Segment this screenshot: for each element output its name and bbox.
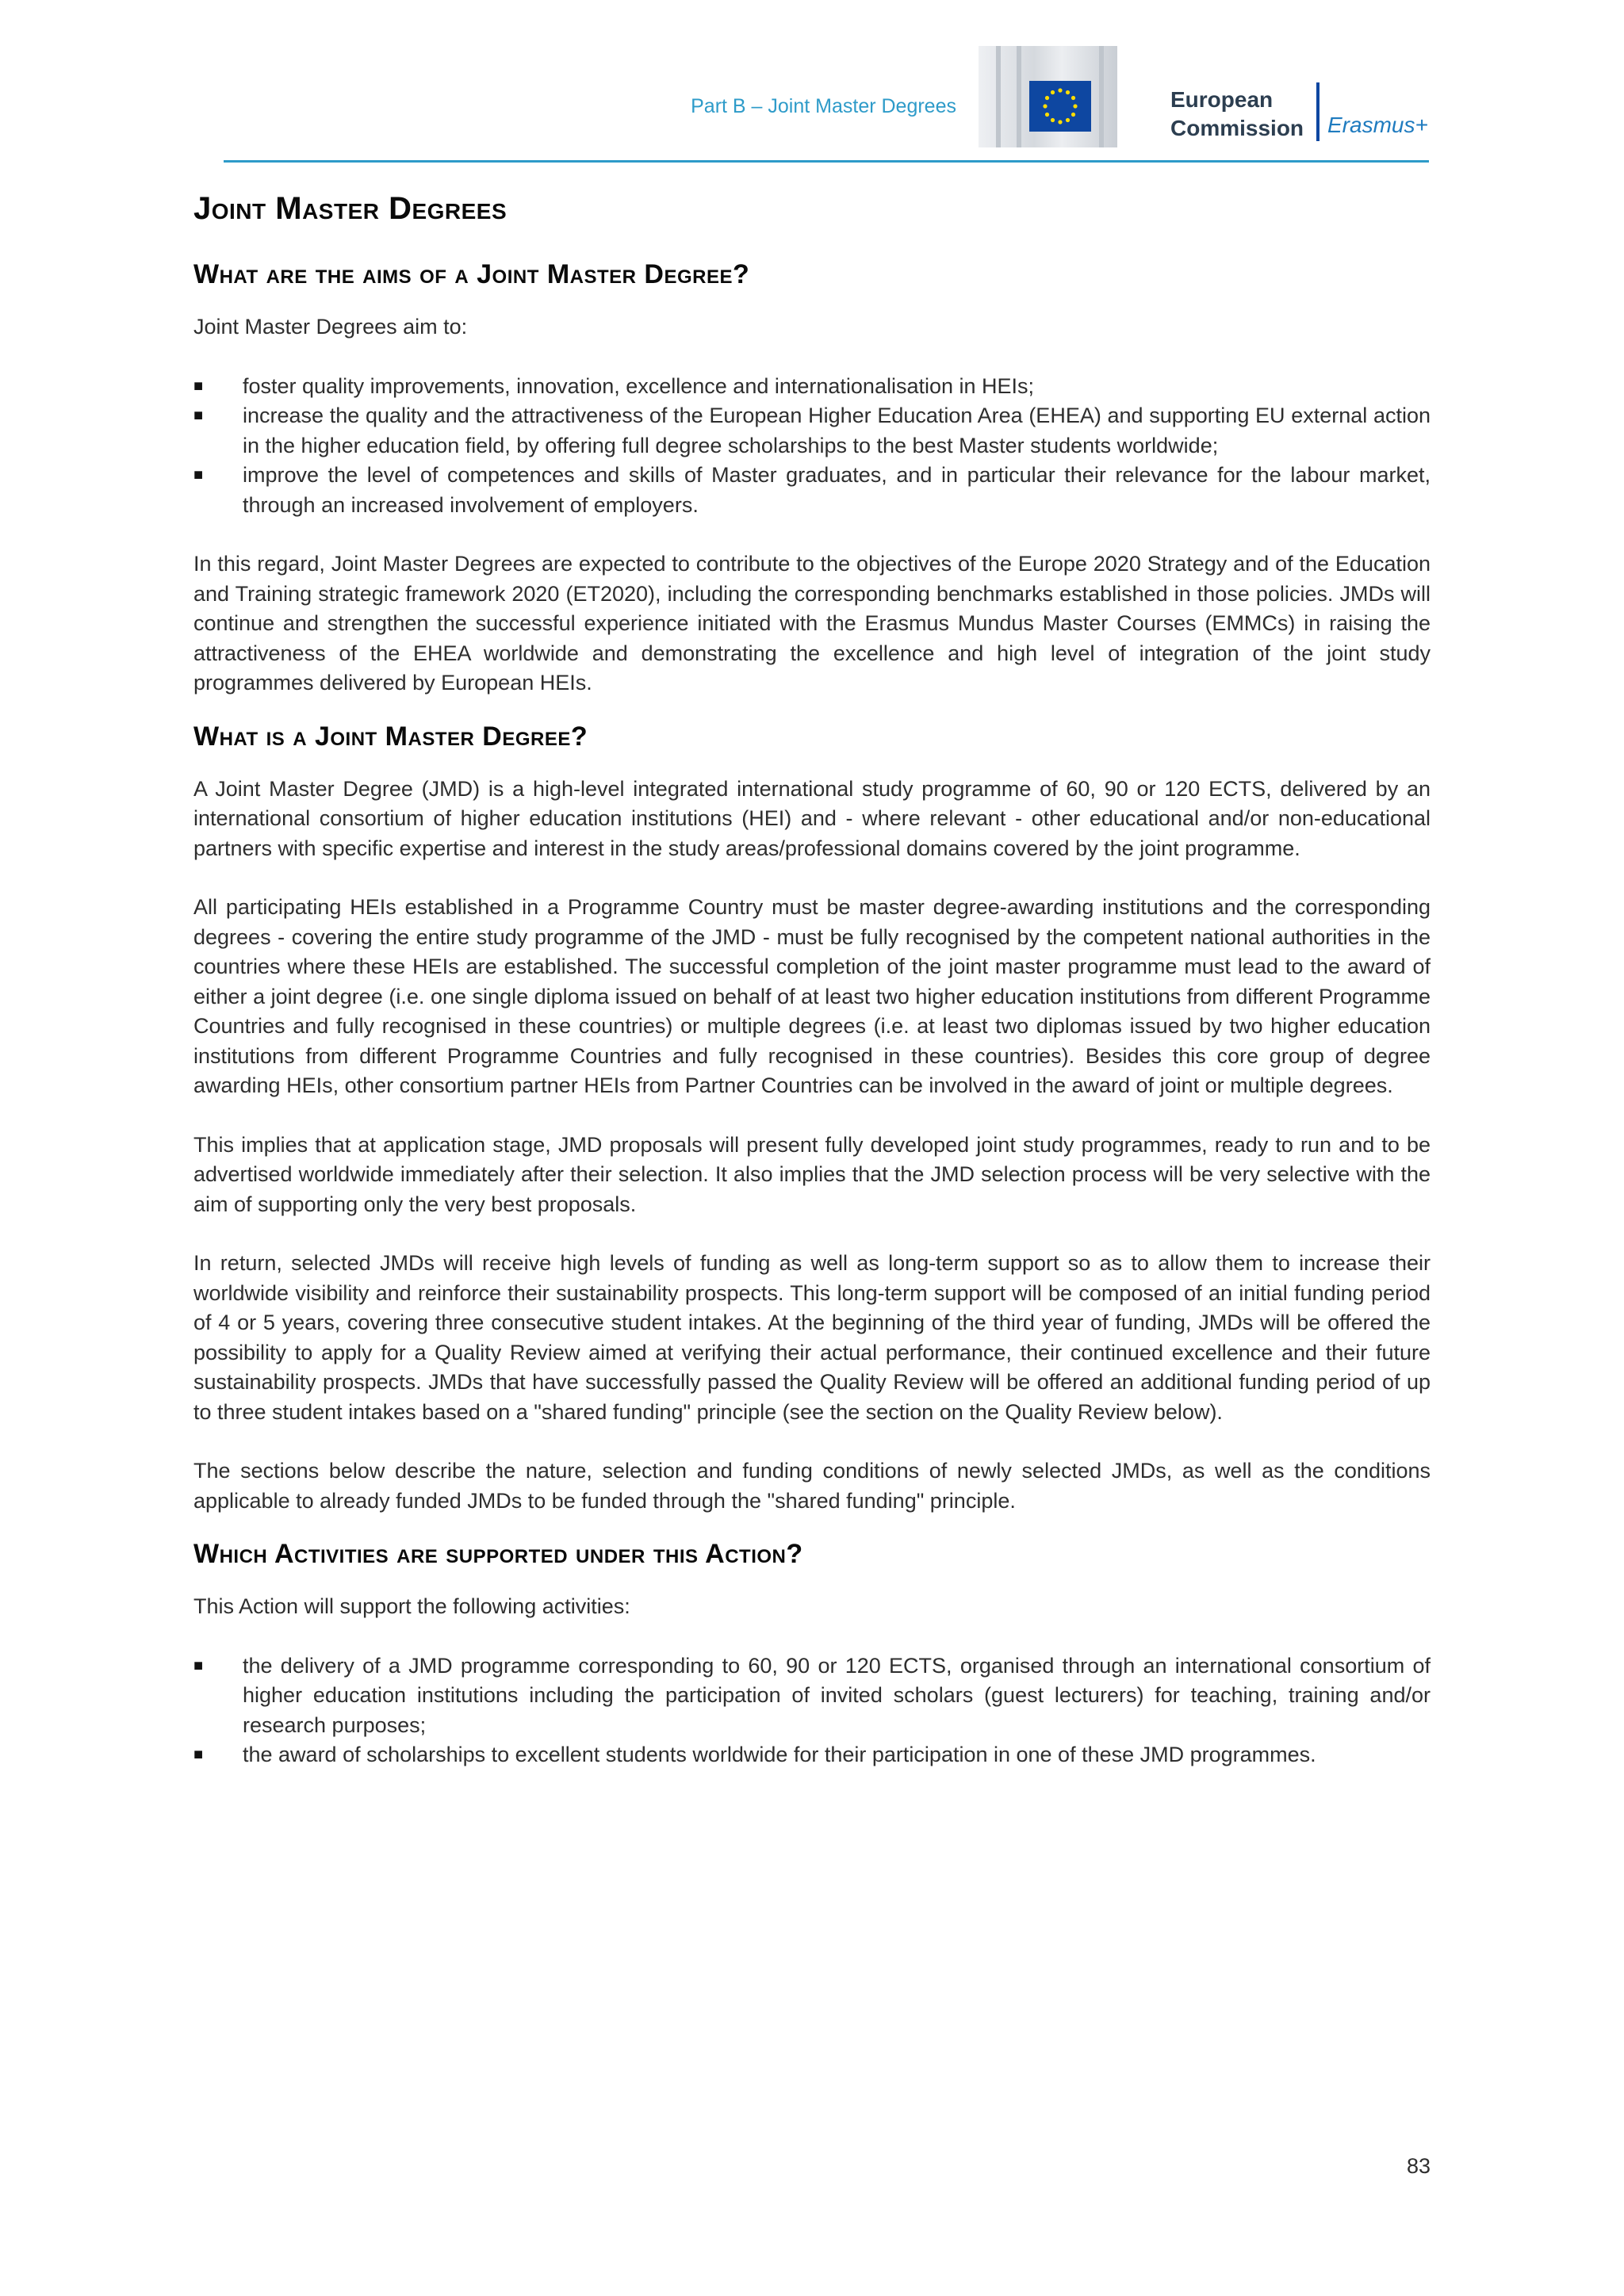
aims-intro: Joint Master Degrees aim to: <box>193 315 468 339</box>
what-paragraph: In return, selected JMDs will receive high levels of funding as well as long-term support so as to allow them to increase their worldwide visibility and reinforce their sustainability prospects. This long-term support will be composed of an initial funding period of 4 or 5 years, covering three consecutive student intakes. At the beginning of the third year of funding, JMDs will be offered the possibility to apply for a Quality Review aimed at verifying their actual performance, their continued excellence and their future sustainability prospects. JMDs that have successfully passed the Quality Review will be offered an additional funding period of up to three student intakes based on a "shared funding" principle (see the section on the Quality Review below). <box>193 1251 1431 1424</box>
aims-list <box>193 372 1431 521</box>
bullet-icon: ■ <box>193 377 204 395</box>
aims-closing-paragraph: In this regard, Joint Master Degrees are expected to contribute to the objectives of the Europe 2020 Strategy and of the Education and Training strategic framework 2020 (ET2020), including the corresponding benchmarks established in those policies. JMDs will continue and strengthen the successful experience initiated with the Erasmus Mundus Master Courses (EMMCs) in raising the attractiveness of the EHEA worldwide and demonstrating the excellence and high level of integration of the joint study programmes delivered by European HEIs. <box>193 552 1431 695</box>
page-title: Joint Master Degrees <box>193 191 508 226</box>
section-heading-aims: What are the aims of a Joint Master Degree? <box>193 259 750 289</box>
page-content <box>193 182 1431 1770</box>
eu-flag-icon <box>1029 81 1091 132</box>
section-heading-activities: Which Activities are supported under this Action? <box>193 1539 803 1569</box>
what-paragraph: The sections below describe the nature, selection and funding conditions of newly selected JMDs, as well as the conditions applicable to already funded JMDs to be funded through the "shared funding" principle. <box>193 1459 1431 1513</box>
logo-commission-text <box>1170 86 1304 143</box>
section-heading-what: What is a Joint Master Degree? <box>193 721 588 752</box>
logo-divider <box>1316 82 1320 141</box>
european-commission-logo <box>979 46 1431 147</box>
logo-line-commission: Commission <box>1170 116 1304 140</box>
list-item: ■ the delivery of a JMD programme corresponding to 60, 90 or 120 ECTS, organised through an international consortium of higher education institutions including the participation of invited scholars (guest lecturers) for teaching, training and/or research purposes; <box>193 1651 1431 1741</box>
bullet-icon: ■ <box>193 1746 204 1763</box>
header-part-label: Part B – Joint Master Degrees <box>691 95 956 117</box>
bullet-icon: ■ <box>193 407 204 424</box>
berlaymont-building-icon <box>979 46 1117 147</box>
header-rule <box>224 160 1429 163</box>
bullet-icon: ■ <box>193 1656 204 1674</box>
what-paragraph: This implies that at application stage, JMD proposals will present fully developed joint study programmes, ready to run and to be advertised worldwide immediately after their selection. It also implies that the JMD selection process will be very selective with the aim of supporting only the very best proposals. <box>193 1132 1431 1216</box>
logo-line-european: European <box>1170 87 1274 112</box>
activities-list <box>193 1651 1431 1770</box>
what-paragraph: All participating HEIs established in a Programme Country must be master degree-awarding institutions and the corresponding degrees - covering the entire study programme of the JMD - must be fully recognised by the competent national authorities in the countries where these HEIs are established. The successful completion of the joint master programme must lead to the award of either a joint degree (i.e. one single diploma issued on behalf of at least two higher education institutions from different Programme Countries and fully recognised in these countries) or multiple degrees (i.e. at least two diplomas issued by two higher education institutions from different Programme Countries and fully recognised in these countries). Besides this core group of degree awarding HEIs, other consortium partner HEIs from Partner Countries can be involved in the award of joint or multiple degrees. <box>193 895 1431 1097</box>
activities-intro: This Action will support the following activities: <box>193 1594 630 1618</box>
page-number: 83 <box>1406 2154 1431 2178</box>
bullet-icon: ■ <box>193 466 204 484</box>
list-item: ■ increase the quality and the attractiveness of the European Higher Education Area (EHEA) and supporting EU external action in the higher education field, by offering full degree scholarships to the best Master students worldwide; <box>193 401 1431 461</box>
list-item: ■ improve the level of competences and skills of Master graduates, and in particular their relevance for the labour market, through an increased involvement of employers. <box>193 461 1431 520</box>
logo-erasmus-plus: Erasmus+ <box>1327 113 1428 137</box>
what-paragraph: A Joint Master Degree (JMD) is a high-level integrated international study programme of 60, 90 or 120 ECTS, delivered by an international consortium of higher education institutions (HEI) and - where relevant - other educational and/or non-educational partners with specific expertise and interest in the study areas/professional domains covered by the joint programme. <box>193 776 1431 860</box>
list-item: ■ foster quality improvements, innovation, excellence and internationalisation in HEIs; <box>193 372 1431 402</box>
list-item: ■ the award of scholarships to excellent students worldwide for their participation in one of these JMD programmes. <box>193 1740 1431 1770</box>
